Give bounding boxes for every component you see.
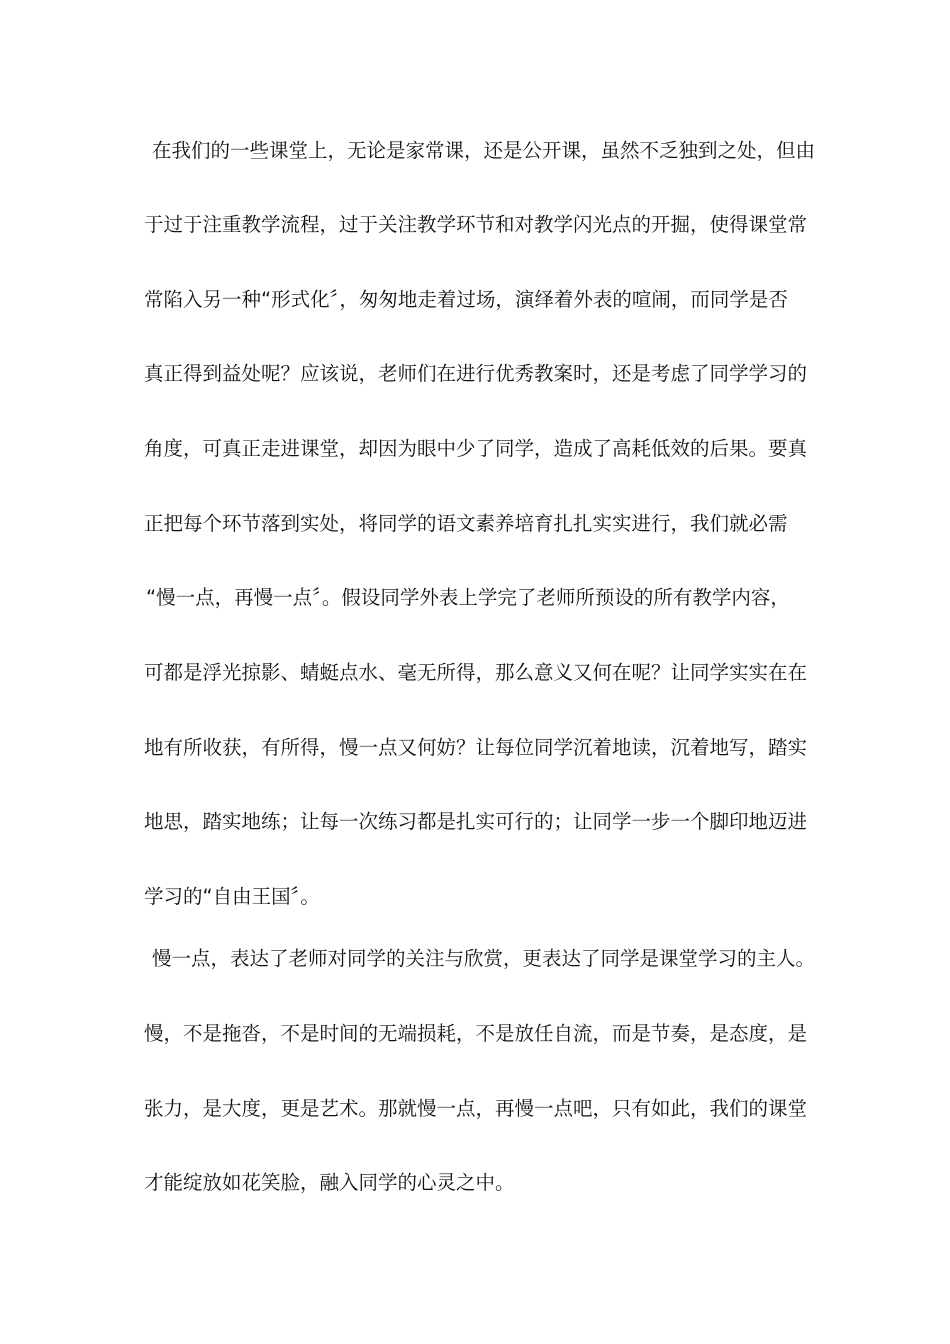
paragraph-1-line-9: 地有所收获，有所得，慢一点又何妨？让每位同学沉着地读，沉着地写，踏实 <box>144 736 808 759</box>
paragraph-2-line-2: 慢，不是拖沓，不是时间的无端损耗，不是放任自流，而是节奏，是态度，是 <box>144 1022 808 1045</box>
paragraph-1-line-10: 地思，踏实地练；让每一次练习都是扎实可行的；让同学一步一个脚印地迈进 <box>144 810 808 833</box>
paragraph-1-line-5: 角度，可真正走进课堂，却因为眼中少了同学，造成了高耗低效的后果。要真 <box>144 437 808 460</box>
paragraph-1-line-1: 在我们的一些课堂上，无论是家常课，还是公开课，虽然不乏独到之处，但由 <box>152 139 816 162</box>
paragraph-1-line-8: 可都是浮光掠影、蜻蜓点水、毫无所得，那么意义又何在呢？让同学实实在在 <box>144 661 808 684</box>
paragraph-1-line-2: 于过于注重教学流程，过于关注教学环节和对教学闪光点的开掘，使得课堂常 <box>144 213 808 236</box>
paragraph-1-line-3: 常陷入另一种“形式化〞，匆匆地走着过场，演绎着外表的喧闹，而同学是否 <box>144 288 788 311</box>
paragraph-1-line-6: 正把每个环节落到实处，将同学的语文素养培育扎扎实实进行，我们就必需 <box>144 512 788 535</box>
paragraph-2-line-4: 才能绽放如花笑脸，融入同学的心灵之中。 <box>144 1171 515 1194</box>
paragraph-1-line-11: 学习的“自由王国〞。 <box>144 885 320 908</box>
paragraph-2-line-3: 张力，是大度，更是艺术。那就慢一点，再慢一点吧，只有如此，我们的课堂 <box>144 1097 808 1120</box>
paragraph-2-line-1: 慢一点，表达了老师对同学的关注与欣赏，更表达了同学是课堂学习的主人。 <box>152 947 816 970</box>
paragraph-1-line-7: “慢一点，再慢一点〞。假设同学外表上学完了老师所预设的所有教学内容， <box>146 586 790 609</box>
paragraph-1-line-4: 真正得到益处呢？应该说，老师们在进行优秀教案时，还是考虑了同学学习的 <box>144 362 808 385</box>
